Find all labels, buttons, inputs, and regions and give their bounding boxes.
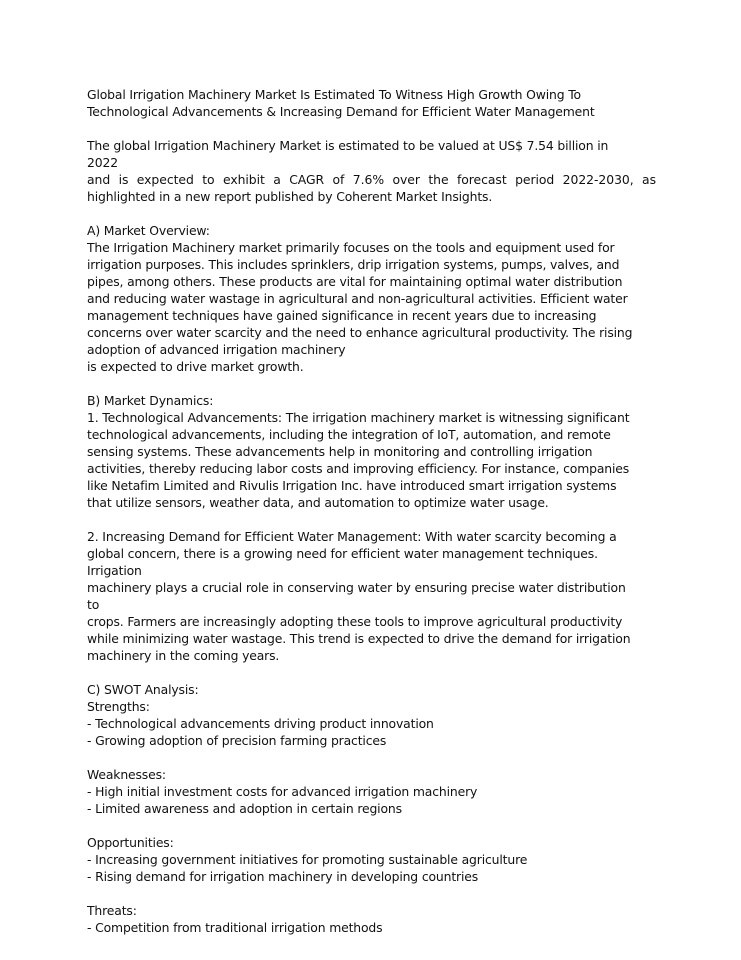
intro-line: 2022 (87, 155, 118, 170)
paragraph-gap (87, 885, 662, 902)
intro-line: highlighted in a new report published by Coherent Market Insights. (87, 189, 493, 204)
document-page (87, 86, 662, 936)
dynamics-line: to (87, 597, 100, 612)
title-line: Global Irrigation Machinery Market Is Estimated To Witness High Growth Owing To (87, 87, 581, 102)
document-title (87, 86, 662, 120)
paragraph-gap (87, 664, 662, 681)
dynamics-line: Irrigation (87, 563, 142, 578)
paragraph-gap (87, 205, 662, 222)
dynamics-line: while minimizing water wastage. This trend is expected to drive the demand for irrigation (87, 631, 631, 646)
overview-line: and reducing water wastage in agricultural and non-agricultural activities. Efficient water (87, 291, 628, 306)
section-heading: B) Market Dynamics: (87, 393, 214, 408)
overview-line: concerns over water scarcity and the need to enhance agricultural productivity. The rising (87, 325, 633, 340)
paragraph-gap (87, 120, 662, 137)
opportunities-heading: Opportunities: (87, 835, 174, 850)
threats-heading: Threats: (87, 903, 137, 918)
dynamics-line: 1. Technological Advancements: The irrigation machinery market is witnessing significant (87, 410, 630, 425)
section-heading: A) Market Overview: (87, 223, 210, 238)
paragraph-gap (87, 511, 662, 528)
dynamics-line: technological advancements, including the integration of IoT, automation, and remote (87, 427, 611, 442)
dynamics-line: crops. Farmers are increasingly adopting these tools to improve agricultural productivity (87, 614, 623, 629)
dynamics-line: activities, thereby reducing labor costs and improving efficiency. For instance, companies (87, 461, 630, 476)
opportunity-item: - Increasing government initiatives for promoting sustainable agriculture (87, 852, 528, 867)
overview-line: adoption of advanced irrigation machinery (87, 342, 346, 357)
intro-line: and is expected to exhibit a CAGR of 7.6% over the forecast period 2022-2030, as (87, 172, 656, 187)
section-market-dynamics (87, 392, 662, 664)
strength-item: - Technological advancements driving product innovation (87, 716, 434, 731)
strengths-heading: Strengths: (87, 699, 150, 714)
overview-line: pipes, among others. These products are vital for maintaining optimal water distribution (87, 274, 623, 289)
section-market-overview (87, 222, 662, 375)
weakness-item: - High initial investment costs for advanced irrigation machinery (87, 784, 478, 799)
dynamics-line: that utilize sensors, weather data, and automation to optimize water usage. (87, 495, 549, 510)
strength-item: - Growing adoption of precision farming practices (87, 733, 387, 748)
dynamics-line: 2. Increasing Demand for Efficient Water Management: With water scarcity becoming a (87, 529, 617, 544)
section-heading: C) SWOT Analysis: (87, 682, 199, 697)
section-swot-analysis (87, 681, 662, 936)
overview-line: management techniques have gained significance in recent years due to increasing (87, 308, 597, 323)
overview-line: irrigation purposes. This includes sprinklers, drip irrigation systems, pumps, valves, and (87, 257, 620, 272)
title-line: Technological Advancements & Increasing Demand for Efficient Water Management (87, 104, 595, 119)
paragraph-gap (87, 817, 662, 834)
dynamics-line: sensing systems. These advancements help in monitoring and controlling irrigation (87, 444, 593, 459)
dynamics-line: machinery in the coming years. (87, 648, 280, 663)
weaknesses-heading: Weaknesses: (87, 767, 166, 782)
paragraph-gap (87, 749, 662, 766)
weakness-item: - Limited awareness and adoption in certain regions (87, 801, 402, 816)
dynamics-line: like Netafim Limited and Rivulis Irrigation Inc. have introduced smart irrigation systems (87, 478, 617, 493)
intro-paragraph (87, 137, 662, 205)
threat-item: - Competition from traditional irrigation methods (87, 920, 383, 935)
dynamics-line: machinery plays a crucial role in conserving water by ensuring precise water distribution (87, 580, 626, 595)
overview-line: The Irrigation Machinery market primarily focuses on the tools and equipment used for (87, 240, 615, 255)
opportunity-item: - Rising demand for irrigation machinery in developing countries (87, 869, 479, 884)
overview-line: is expected to drive market growth. (87, 359, 304, 374)
intro-line: The global Irrigation Machinery Market is estimated to be valued at US$ 7.54 billion in (87, 138, 609, 153)
paragraph-gap (87, 375, 662, 392)
dynamics-line: global concern, there is a growing need for efficient water management techniques. (87, 546, 598, 561)
